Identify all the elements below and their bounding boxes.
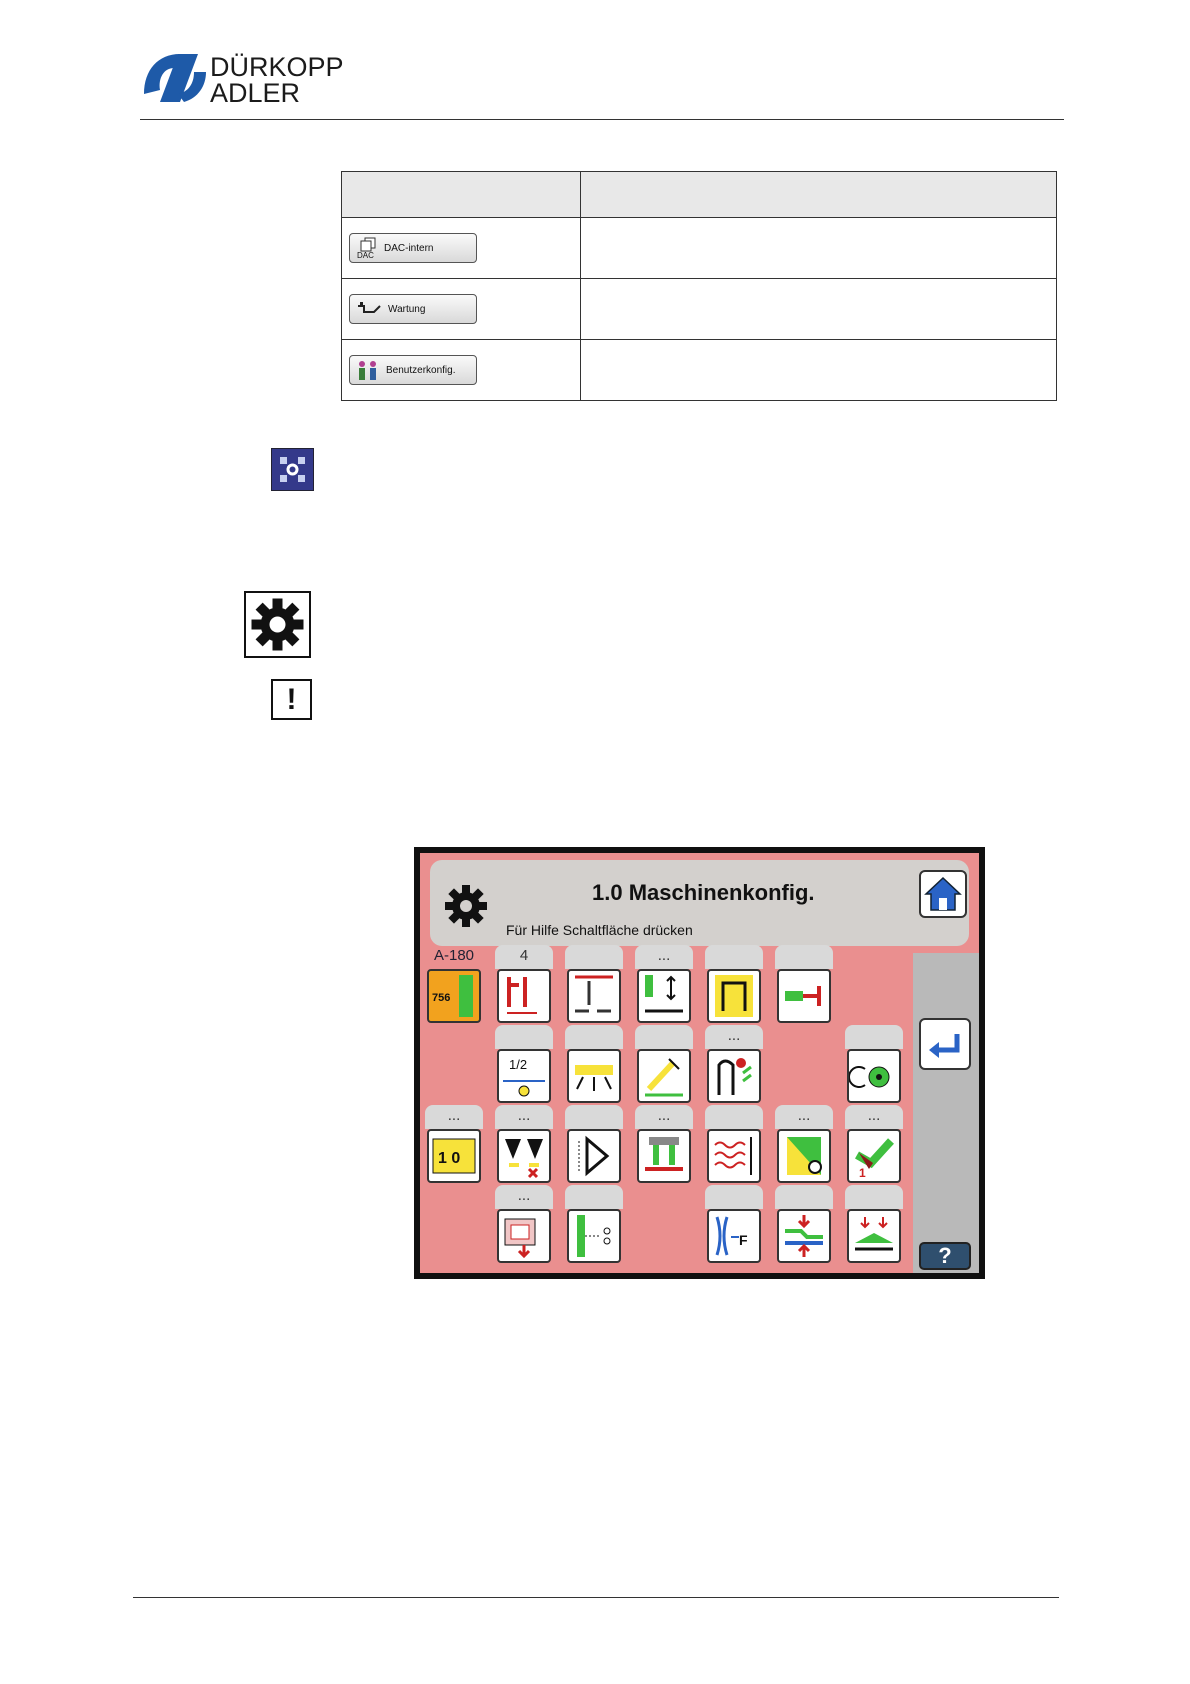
tile-stitch-length[interactable] [495, 945, 553, 1029]
side-rail [913, 953, 979, 1273]
warning-icon: ! [271, 679, 312, 720]
tile-face [707, 969, 761, 1023]
waves-icon [709, 1131, 759, 1181]
header-divider [140, 119, 1064, 120]
tile-face [567, 1129, 621, 1183]
tile-a180[interactable] [425, 945, 483, 1029]
tile-face [567, 969, 621, 1023]
brand-mark-icon [140, 50, 210, 106]
tile-caption [775, 945, 833, 969]
tile-thread-path[interactable] [705, 1025, 763, 1109]
footer-divider [133, 1597, 1059, 1598]
home-icon [923, 874, 963, 914]
tile-face [637, 1129, 691, 1183]
table-header-row [342, 172, 1057, 218]
press-icon [779, 1211, 829, 1261]
tile-feed-wheel[interactable] [845, 1025, 903, 1109]
tile-face [637, 969, 691, 1023]
help-button[interactable]: ? [919, 1242, 971, 1270]
tile-face [777, 1209, 831, 1263]
tile-caption [565, 945, 623, 969]
class-badge: 756 [432, 992, 451, 1004]
home-button[interactable] [919, 870, 967, 918]
tile-face [637, 1049, 691, 1103]
svg-text:F: F [739, 1232, 748, 1248]
tile-caption: ... [775, 1105, 833, 1129]
tile-caption: ... [495, 1185, 553, 1209]
back-arrow-icon [925, 1024, 965, 1064]
tile-cutter[interactable] [565, 1185, 623, 1269]
lower-icon [849, 1211, 899, 1261]
dac-button-label: DAC-intern [384, 242, 434, 254]
tile-spreader[interactable] [565, 1025, 623, 1109]
brand-line1: DÜRKOPP [210, 52, 344, 82]
tile-face [497, 1129, 551, 1183]
tile-auto-clamp[interactable] [565, 945, 623, 1029]
spreader-icon [569, 1051, 619, 1101]
tile-cylinder[interactable] [775, 945, 833, 1029]
needle-off-icon [499, 1131, 549, 1181]
tile-face [847, 1129, 901, 1183]
tile-force[interactable] [705, 1185, 763, 1269]
tile-face [707, 1129, 761, 1183]
stitch-length-icon [499, 971, 549, 1021]
tile-caption: ... [425, 1105, 483, 1129]
feed-wheel-icon [849, 1051, 899, 1101]
tile-knife-angle[interactable] [635, 1025, 693, 1109]
tile-lower[interactable] [845, 1185, 903, 1269]
table-row [342, 218, 1057, 279]
knife-angle-icon [639, 1051, 689, 1101]
tile-face [707, 1049, 761, 1103]
header-gear-icon [442, 882, 490, 930]
cylinder-icon [779, 971, 829, 1021]
half-stitch-icon [499, 1051, 549, 1101]
gear-icon [244, 591, 311, 658]
dac-button[interactable] [349, 233, 477, 263]
tile-caption [845, 1025, 903, 1049]
tile-auto-height[interactable] [635, 945, 693, 1029]
tile-presser-foot[interactable] [705, 945, 763, 1029]
tile-material[interactable] [775, 1105, 833, 1189]
counter-icon [429, 1131, 479, 1181]
machine-screen [414, 847, 985, 1279]
tile-caption: ... [705, 1025, 763, 1049]
tile-keypad[interactable] [495, 1185, 553, 1269]
tile-auto-clamp-2[interactable] [635, 1105, 693, 1189]
dac-icon [356, 237, 378, 259]
table-row [342, 340, 1057, 401]
brand-line2: ADLER [210, 78, 301, 108]
users-icon [356, 359, 380, 381]
tile-caption [635, 1025, 693, 1049]
pedal-digit: 1 [859, 1166, 866, 1180]
tile-needle-off[interactable] [495, 1105, 553, 1189]
menu-table [341, 171, 1057, 401]
tile-caption [495, 1025, 553, 1049]
tile-caption [775, 1185, 833, 1209]
presser-foot-icon [709, 971, 759, 1021]
svg-text:DAC: DAC [357, 251, 374, 259]
thread-path-icon [709, 1051, 759, 1101]
screen-area [420, 853, 979, 1273]
tile-caption [845, 1185, 903, 1209]
tile-face [427, 1129, 481, 1183]
auto-height-icon [639, 971, 689, 1021]
tile-caption: A-180 [433, 947, 475, 964]
tile-face [847, 1209, 901, 1263]
tile-caption: ... [635, 945, 693, 969]
tile-caption: ... [845, 1105, 903, 1129]
tile-caption: 4 [495, 945, 553, 969]
tile-caption: ... [495, 1105, 553, 1129]
tile-face [567, 1209, 621, 1263]
cutter-icon [569, 1211, 619, 1261]
tile-half-stitch[interactable] [495, 1025, 553, 1109]
tile-caption: ... [635, 1105, 693, 1129]
tile-caption [565, 1105, 623, 1129]
tile-face [567, 1049, 621, 1103]
settings-blue-icon [271, 448, 314, 491]
svg-text:1/2: 1/2 [509, 1057, 528, 1072]
tile-face [707, 1209, 761, 1263]
tile-caption [565, 1025, 623, 1049]
auto-clamp-2-icon [639, 1131, 689, 1181]
tile-face [497, 969, 551, 1023]
tile-press[interactable] [775, 1185, 833, 1269]
material-icon [779, 1131, 829, 1181]
tile-face [497, 1049, 551, 1103]
tile-waves[interactable] [705, 1105, 763, 1189]
oil-can-icon [356, 300, 382, 318]
tile-sensor[interactable] [565, 1105, 623, 1189]
screen-title: 1.0 Maschinenkonfig. [592, 880, 815, 905]
force-icon [709, 1211, 759, 1261]
pedal-icon [849, 1131, 899, 1181]
tile-caption [705, 1185, 763, 1209]
screen-header [430, 860, 969, 946]
table-row [342, 279, 1057, 340]
keypad-icon [499, 1211, 549, 1261]
back-button[interactable] [919, 1018, 971, 1070]
benutzerkonfig-button[interactable] [349, 355, 477, 385]
tile-pedal[interactable] [845, 1105, 903, 1189]
tile-caption [565, 1185, 623, 1209]
tile-face [497, 1209, 551, 1263]
sensor-icon [569, 1131, 619, 1181]
tile-caption [705, 1105, 763, 1129]
tile-face [777, 1129, 831, 1183]
machine-class-icon [429, 971, 479, 1021]
screen-subtitle: Für Hilfe Schaltfläche drücken [506, 922, 693, 938]
wartung-button-label: Wartung [388, 303, 426, 315]
counter-digits: 1 0 [438, 1150, 461, 1167]
tile-face [427, 969, 481, 1023]
benutzerkonfig-button-label: Benutzerkonfig. [386, 364, 456, 376]
brand-name [210, 54, 344, 106]
tile-face [777, 969, 831, 1023]
wartung-button[interactable] [349, 294, 477, 324]
tile-caption [705, 945, 763, 969]
tile-counter[interactable] [425, 1105, 483, 1189]
tile-face [847, 1049, 901, 1103]
auto-clamp-icon [569, 971, 619, 1021]
